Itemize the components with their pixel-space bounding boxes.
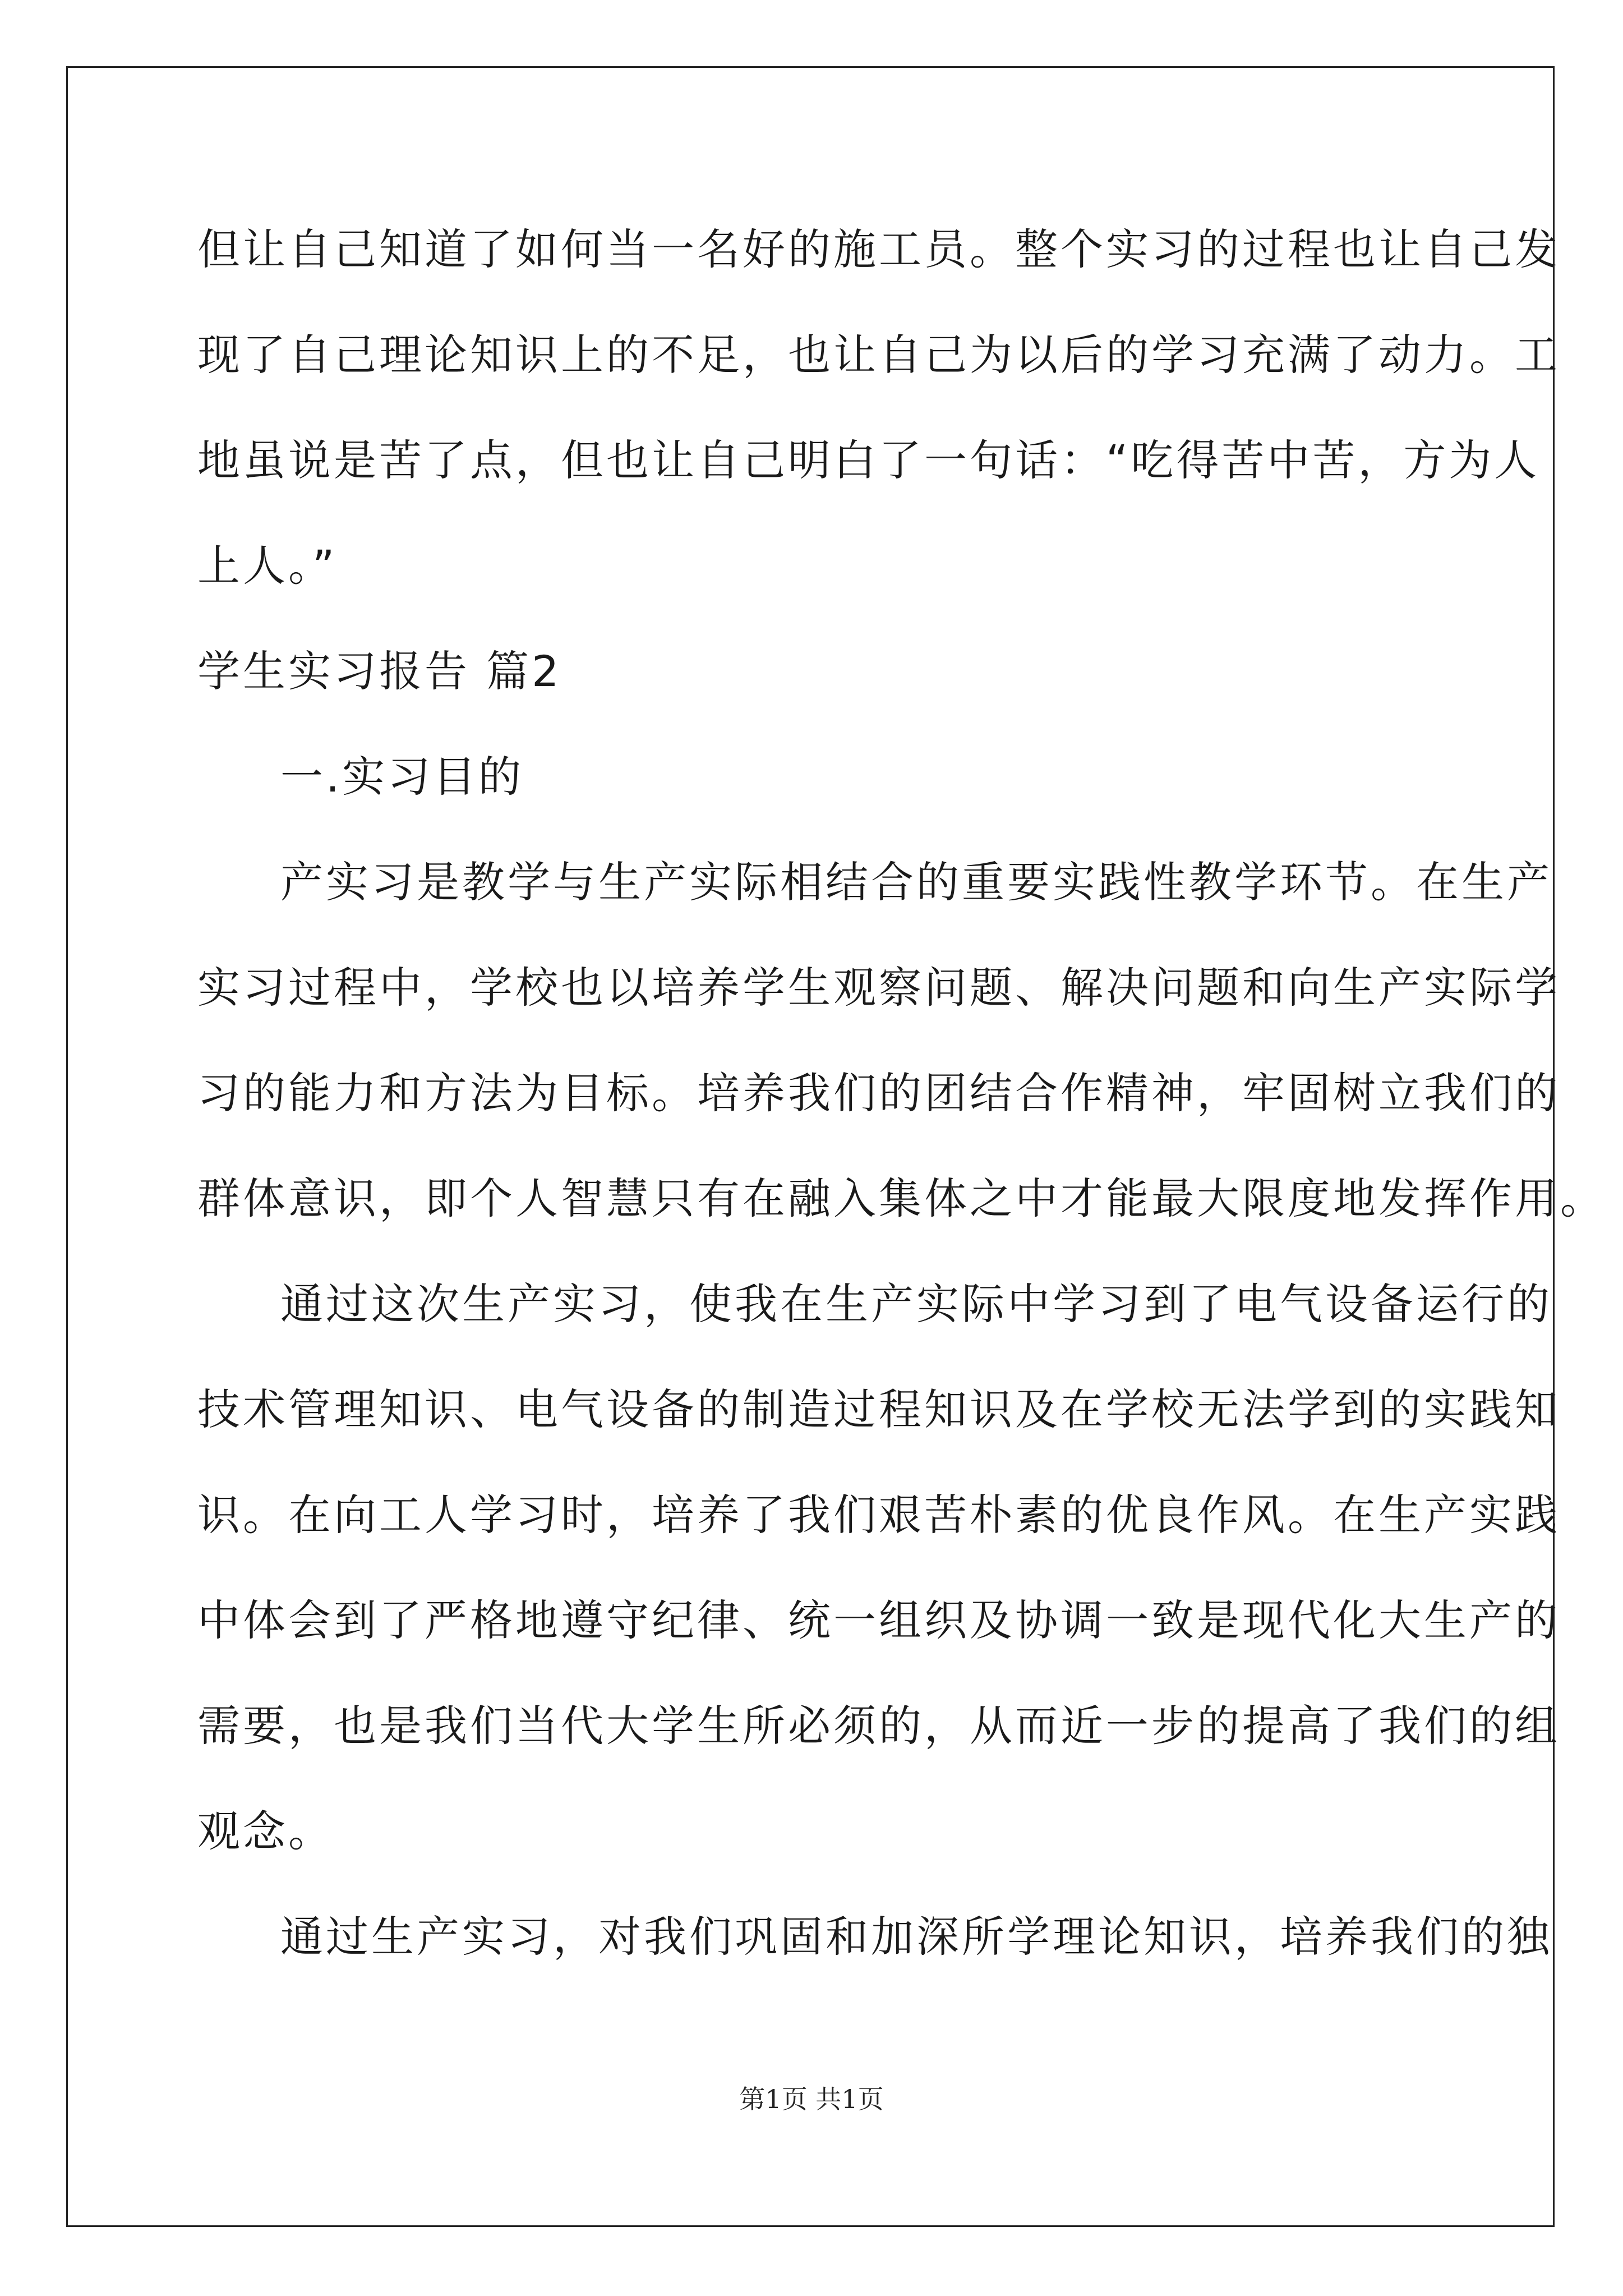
paragraph-line: 群体意识，即个人智慧只有在融入集体之中才能最大限度地发挥作用。 xyxy=(197,1174,1606,1223)
subsection-heading: 一.实习目的 xyxy=(280,752,524,802)
section-heading: 学生实习报告 篇2 xyxy=(197,646,562,696)
page-border xyxy=(66,66,1555,2227)
page-footer: 第1页 共1页 xyxy=(739,2084,884,2114)
paragraph-line: 技术管理知识、电气设备的制造过程知识及在学校无法学到的实践知 xyxy=(197,1384,1560,1434)
paragraph-line: 产实习是教学与生产实际相结合的重要实践性教学环节。在生产 xyxy=(280,857,1552,907)
paragraph-line: 观念。 xyxy=(197,1806,334,1856)
paragraph-line: 通过生产实习，对我们巩固和加深所学理论知识，培养我们的独 xyxy=(280,1912,1552,1962)
paragraph-line: 识。在向工人学习时，培养了我们艰苦朴素的优良作风。在生产实践 xyxy=(197,1490,1560,1540)
paragraph-line: 需要，也是我们当代大学生所必须的，从而近一步的提高了我们的组 xyxy=(197,1701,1560,1751)
paragraph-line: 但让自己知道了如何当一名好的施工员。整个实习的过程也让自己发 xyxy=(197,224,1560,274)
paragraph-line: 现了自己理论知识上的不足，也让自己为以后的学习充满了动力。工 xyxy=(197,330,1560,380)
paragraph-line: 实习过程中，学校也以培养学生观察问题、解决问题和向生产实际学 xyxy=(197,963,1560,1013)
paragraph-line: 通过这次生产实习，使我在生产实际中学习到了电气设备运行的 xyxy=(280,1279,1552,1329)
paragraph-line: 上人。” xyxy=(197,541,338,591)
paragraph-line: 地虽说是苦了点，但也让自己明白了一句话：“吃得苦中苦，方为人 xyxy=(197,435,1540,485)
paragraph-line: 中体会到了严格地遵守纪律、统一组织及协调一致是现代化大生产的 xyxy=(197,1595,1560,1645)
paragraph-line: 习的能力和方法为目标。培养我们的团结合作精神，牢固树立我们的 xyxy=(197,1068,1560,1118)
